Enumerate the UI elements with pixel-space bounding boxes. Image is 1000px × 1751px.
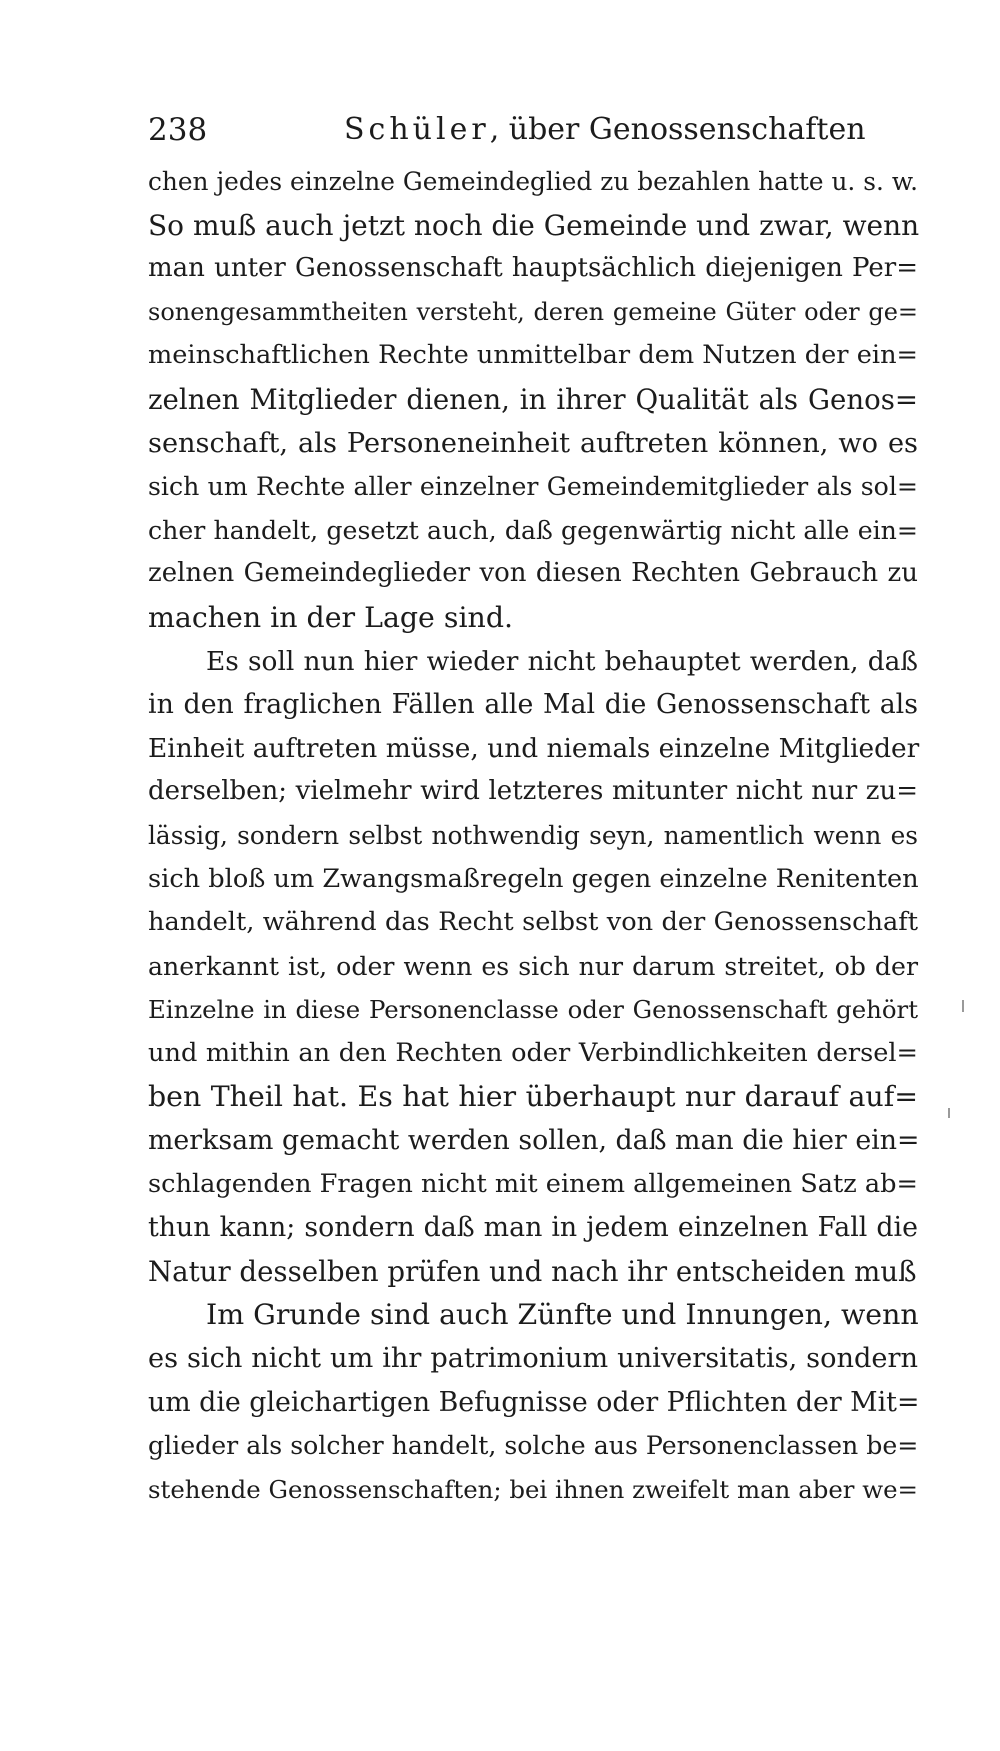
text-line: stehende Genossenschaften; bei ihnen zweifelt man aber we= [148, 1474, 918, 1504]
text-line: sich um Rechte aller einzelner Gemeindemitglieder als sol= [148, 472, 918, 502]
text-line: um die gleichartigen Befugnisse oder Pflichten der Mit= [148, 1386, 920, 1418]
text-line: und mithin an den Rechten oder Verbindlichkeiten dersel= [148, 1037, 918, 1068]
margin-speck [948, 1108, 950, 1118]
text-line: chen jedes einzelne Gemeindeglied zu bezahlen hatte u. s. w. [148, 167, 918, 196]
text-line: sich bloß um Zwangsmaßregeln gegen einzelne Renitenten [148, 863, 919, 894]
text-line: machen in der Lage sind. [148, 600, 514, 634]
text-line: sonengesammtheiten versteht, deren gemeine Güter oder ge= [148, 297, 918, 326]
text-line: cher handelt, gesetzt auch, daß gegenwärtig nicht alle ein= [148, 515, 918, 545]
text-line: lässig, sondern selbst nothwendig seyn, namentlich wenn es [148, 820, 918, 850]
running-head [344, 108, 866, 152]
text-line: anerkannt ist, oder wenn es sich nur darum streitet, ob der [148, 951, 918, 981]
paragraph-1 [148, 160, 918, 640]
text-line: Es soll nun hier wieder nicht behauptet werden, daß [206, 645, 918, 677]
text-line: Im Grunde sind auch Zünfte und Innungen, wenn [206, 1298, 919, 1332]
text-line: in den fraglichen Fällen alle Mal die Genossenschaft als [148, 689, 918, 721]
body-text [148, 160, 918, 1511]
paragraph-3 [148, 1293, 918, 1511]
page-number: 238 [148, 112, 208, 148]
text-line: senschaft, als Personeneinheit auftreten können, wo es [148, 427, 918, 459]
text-line: handelt, während das Recht selbst von der Genossenschaft [148, 907, 918, 938]
margin-speck [962, 1000, 964, 1012]
paragraph-2 [148, 640, 918, 1294]
text-line: zelnen Mitglieder dienen, in ihrer Qualität als Genos= [148, 382, 918, 416]
text-line: So muß auch jetzt noch die Gemeinde und zwar, wenn [148, 208, 920, 242]
text-line: meinschaftlichen Rechte unmittelbar dem Nutzen der ein= [148, 340, 918, 371]
text-line: es sich nicht um ihr patrimonium universitatis, sondern [148, 1343, 918, 1375]
text-line: thun kann; sondern daß man in jedem einzelnen Fall die [148, 1212, 918, 1244]
text-line: glieder als solcher handelt, solche aus Personenclassen be= [148, 1431, 919, 1461]
text-line: derselben; vielmehr wird letzteres mitunter nicht nur zu= [148, 776, 918, 807]
page-header [148, 108, 918, 152]
text-line: Einheit auftreten müsse, und niemals einzelne Mitglieder [148, 732, 920, 764]
text-line: schlagenden Fragen nicht mit einem allgemeinen Satz ab= [148, 1168, 918, 1199]
text-line: zelnen Gemeindeglieder von diesen Rechten Gebrauch zu [148, 558, 918, 589]
text-line: merksam gemacht werden sollen, daß man die hier ein= [148, 1125, 920, 1157]
text-line: man unter Genossenschaft hauptsächlich diejenigen Per= [148, 253, 918, 284]
running-head-rest: , über Genossenschaften [489, 112, 866, 147]
text-line: Natur desselben prüfen und nach ihr entscheiden muß [148, 1254, 917, 1288]
text-line: ben Theil hat. Es hat hier überhaupt nur darauf auf= [148, 1080, 918, 1114]
text-line: Einzelne in diese Personenclasse oder Genossenschaft gehört [148, 995, 918, 1025]
running-head-author: Schüler [344, 112, 490, 147]
